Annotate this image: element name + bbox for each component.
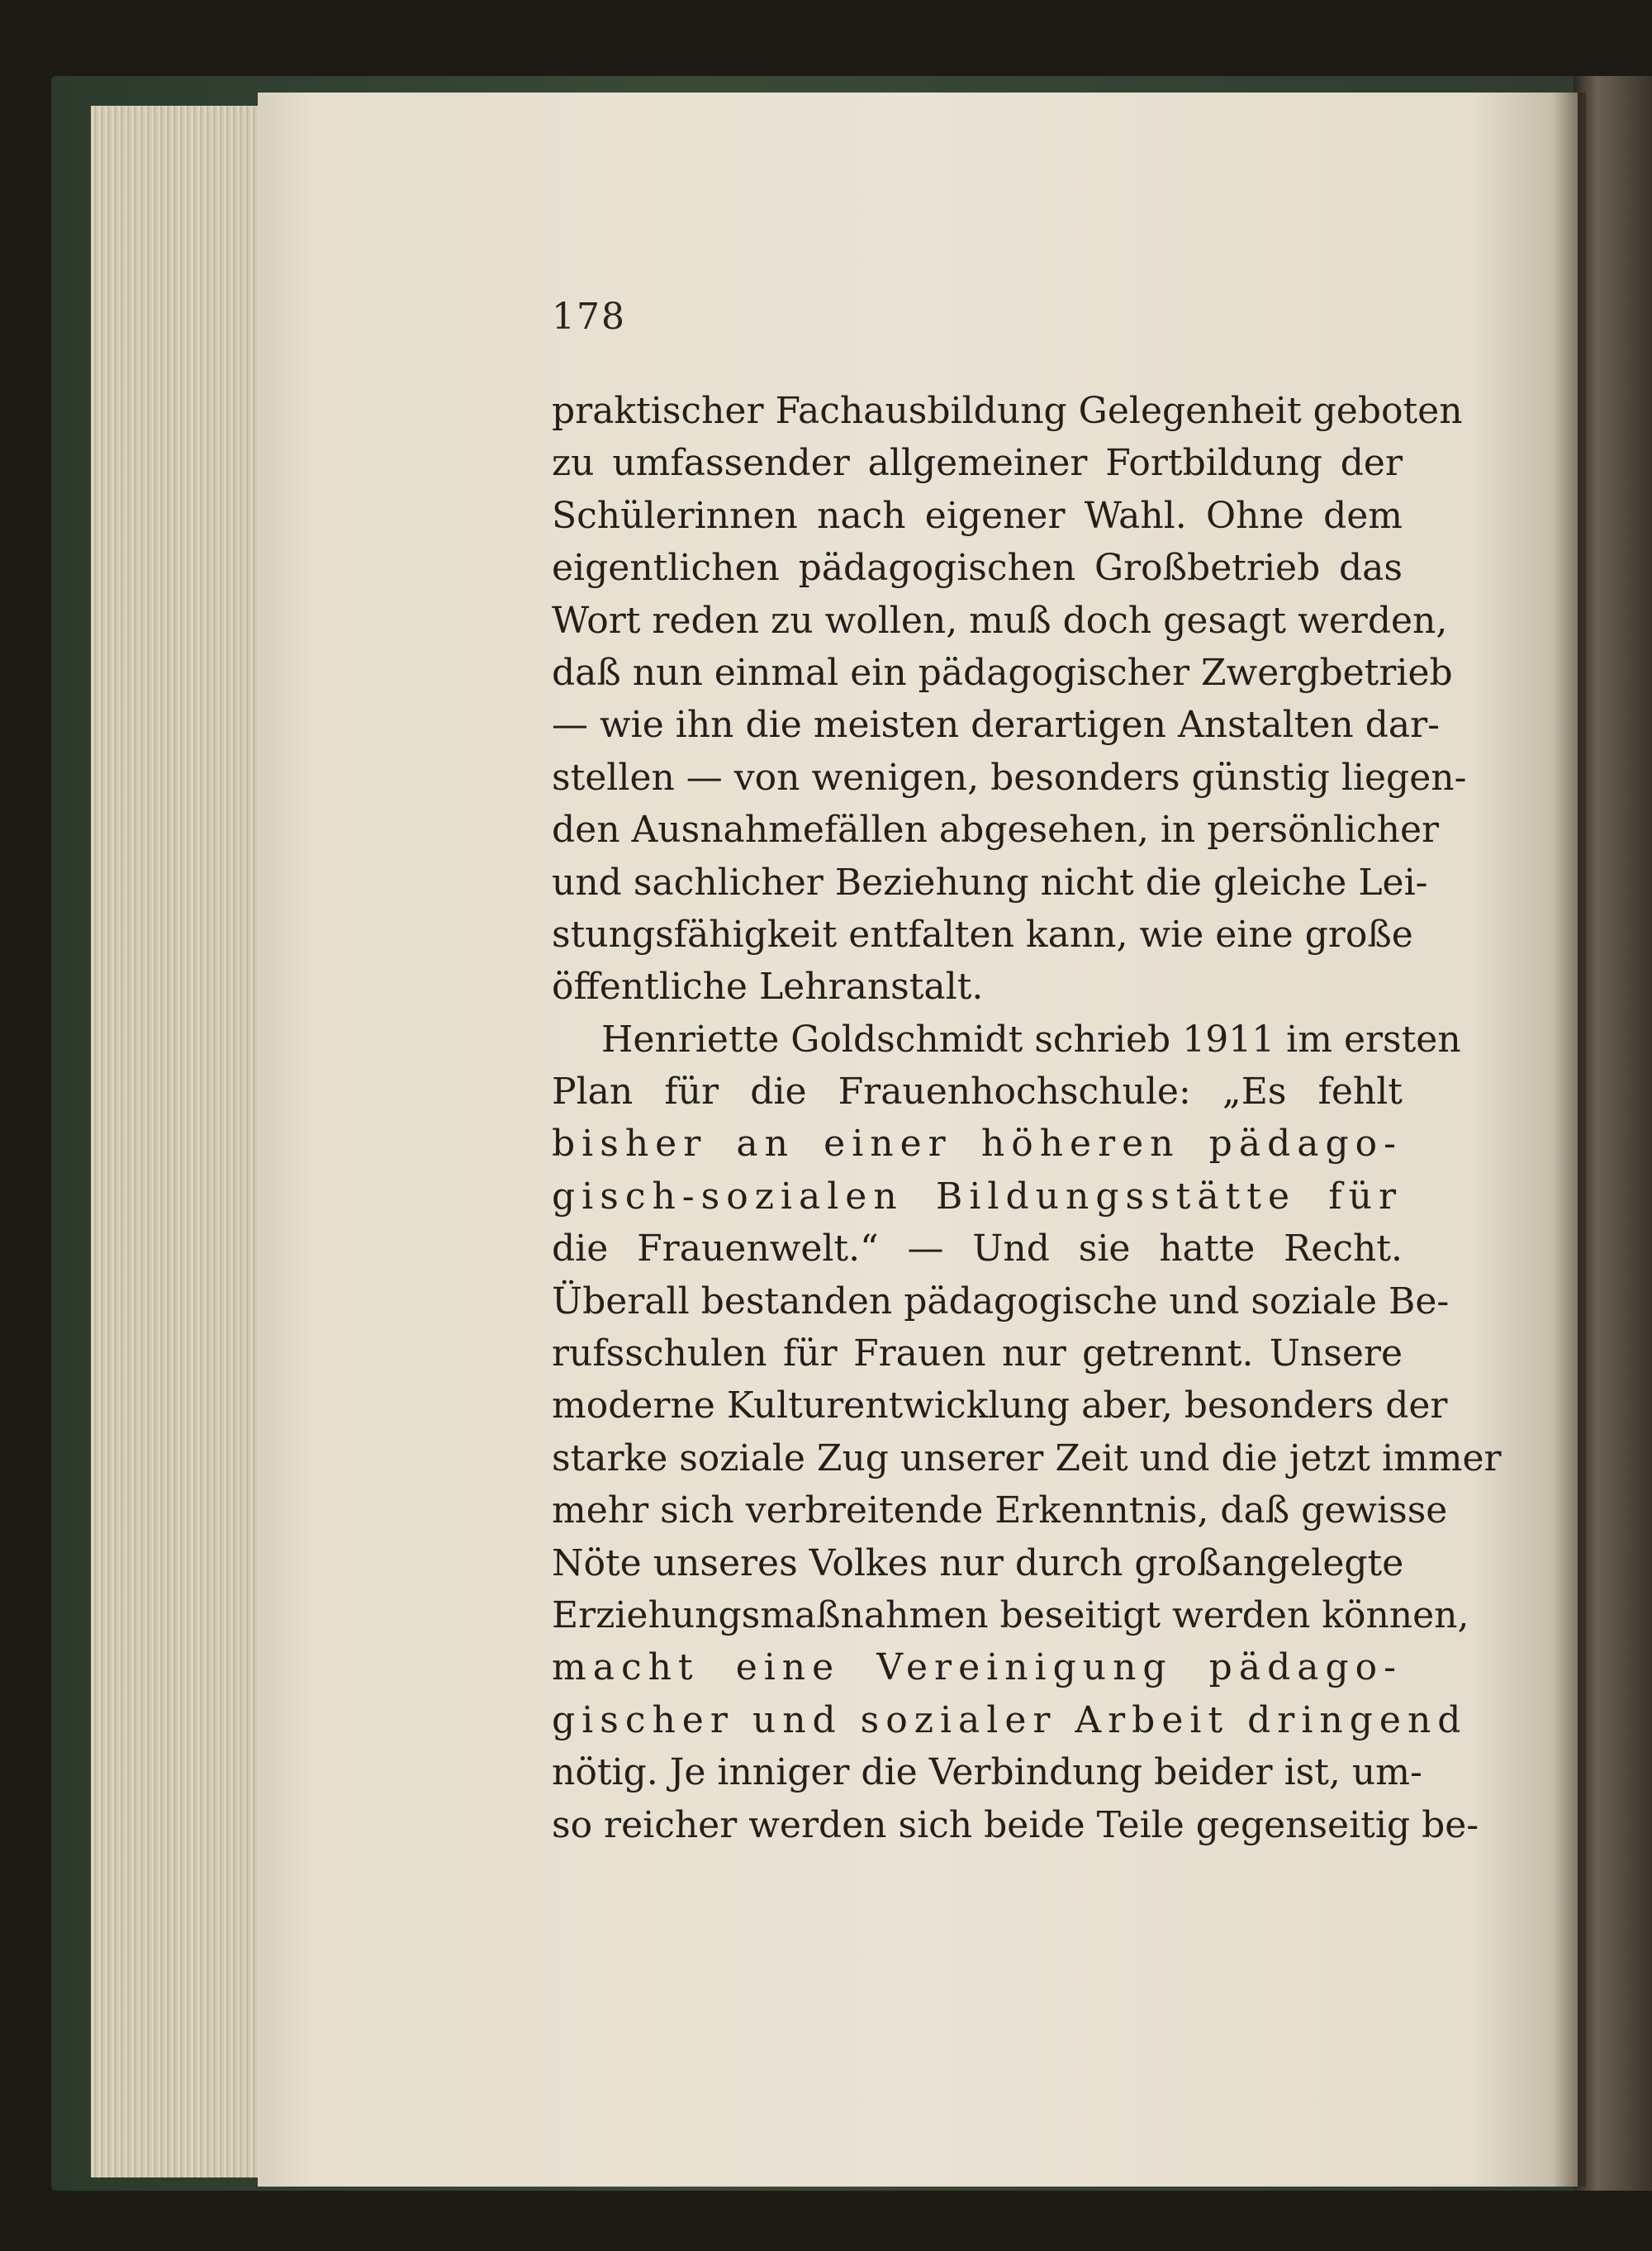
text-line: Henriette Goldschmidt schrieb 1911 im ersten bbox=[601, 1018, 1461, 1061]
text-line: Überall bestanden pädagogische und soziale Be- bbox=[552, 1280, 1450, 1323]
text-line: starke soziale Zug unserer Zeit und die jetzt immer bbox=[552, 1437, 1502, 1479]
text-line: Nöte unseres Volkes nur durch großangelegte bbox=[552, 1541, 1404, 1584]
text-line: und sachlicher Beziehung nicht die gleiche Lei- bbox=[552, 861, 1428, 904]
text-line: praktischer Fachausbildung Gelegenheit geboten bbox=[552, 390, 1463, 432]
text-line: rufsschulen für Frauen nur getrennt. Unsere bbox=[552, 1332, 1403, 1375]
text-line: öffentliche Lehranstalt. bbox=[552, 966, 984, 1009]
text-line: eigentlichen pädagogischen Großbetrieb das bbox=[552, 547, 1403, 590]
text-line: die Frauenwelt.“ — Und sie hatte Recht. bbox=[552, 1228, 1403, 1270]
text-line: moderne Kulturentwicklung aber, besonders der bbox=[552, 1384, 1448, 1427]
gutter-shadow bbox=[1553, 93, 1586, 2187]
text-line: stellen — von wenigen, besonders günstig liegen- bbox=[552, 756, 1467, 799]
text-line: mehr sich verbreitende Erkenntnis, daß gewisse bbox=[552, 1489, 1448, 1532]
text-line: nötig. Je inniger die Verbindung beider ist, um- bbox=[552, 1751, 1422, 1794]
text-line: bisher an einer höheren pädago- bbox=[552, 1123, 1403, 1166]
text-line: Plan für die Frauenhochschule: „Es fehlt bbox=[552, 1071, 1403, 1114]
text-line: daß nun einmal ein pädagogischer Zwergbetrieb bbox=[552, 651, 1453, 694]
page-number: 178 bbox=[552, 296, 626, 338]
page-edges bbox=[91, 106, 268, 2177]
text-line: stungsfähigkeit entfalten kann, wie eine große bbox=[552, 913, 1413, 956]
text-line: Schülerinnen nach eigener Wahl. Ohne dem bbox=[552, 494, 1403, 537]
text-line: zu umfassender allgemeiner Fortbildung der bbox=[552, 442, 1403, 485]
text-line: macht eine Vereinigung pädago- bbox=[552, 1646, 1403, 1689]
text-line: Erziehungsmaßnahmen beseitigt werden können, bbox=[552, 1593, 1469, 1636]
text-line: gisch-sozialen Bildungsstätte für bbox=[552, 1175, 1403, 1218]
text-line: so reicher werden sich beide Teile gegenseitig be- bbox=[552, 1803, 1479, 1846]
body-text bbox=[552, 385, 1502, 1851]
text-line: den Ausnahmefällen abgesehen, in persönlicher bbox=[552, 809, 1440, 852]
text-line: — wie ihn die meisten derartigen Anstalten dar- bbox=[552, 704, 1441, 747]
text-line: gischer und sozialer Arbeit dringend bbox=[552, 1698, 1468, 1741]
text-line: Wort reden zu wollen, muß doch gesagt werden, bbox=[552, 599, 1448, 642]
